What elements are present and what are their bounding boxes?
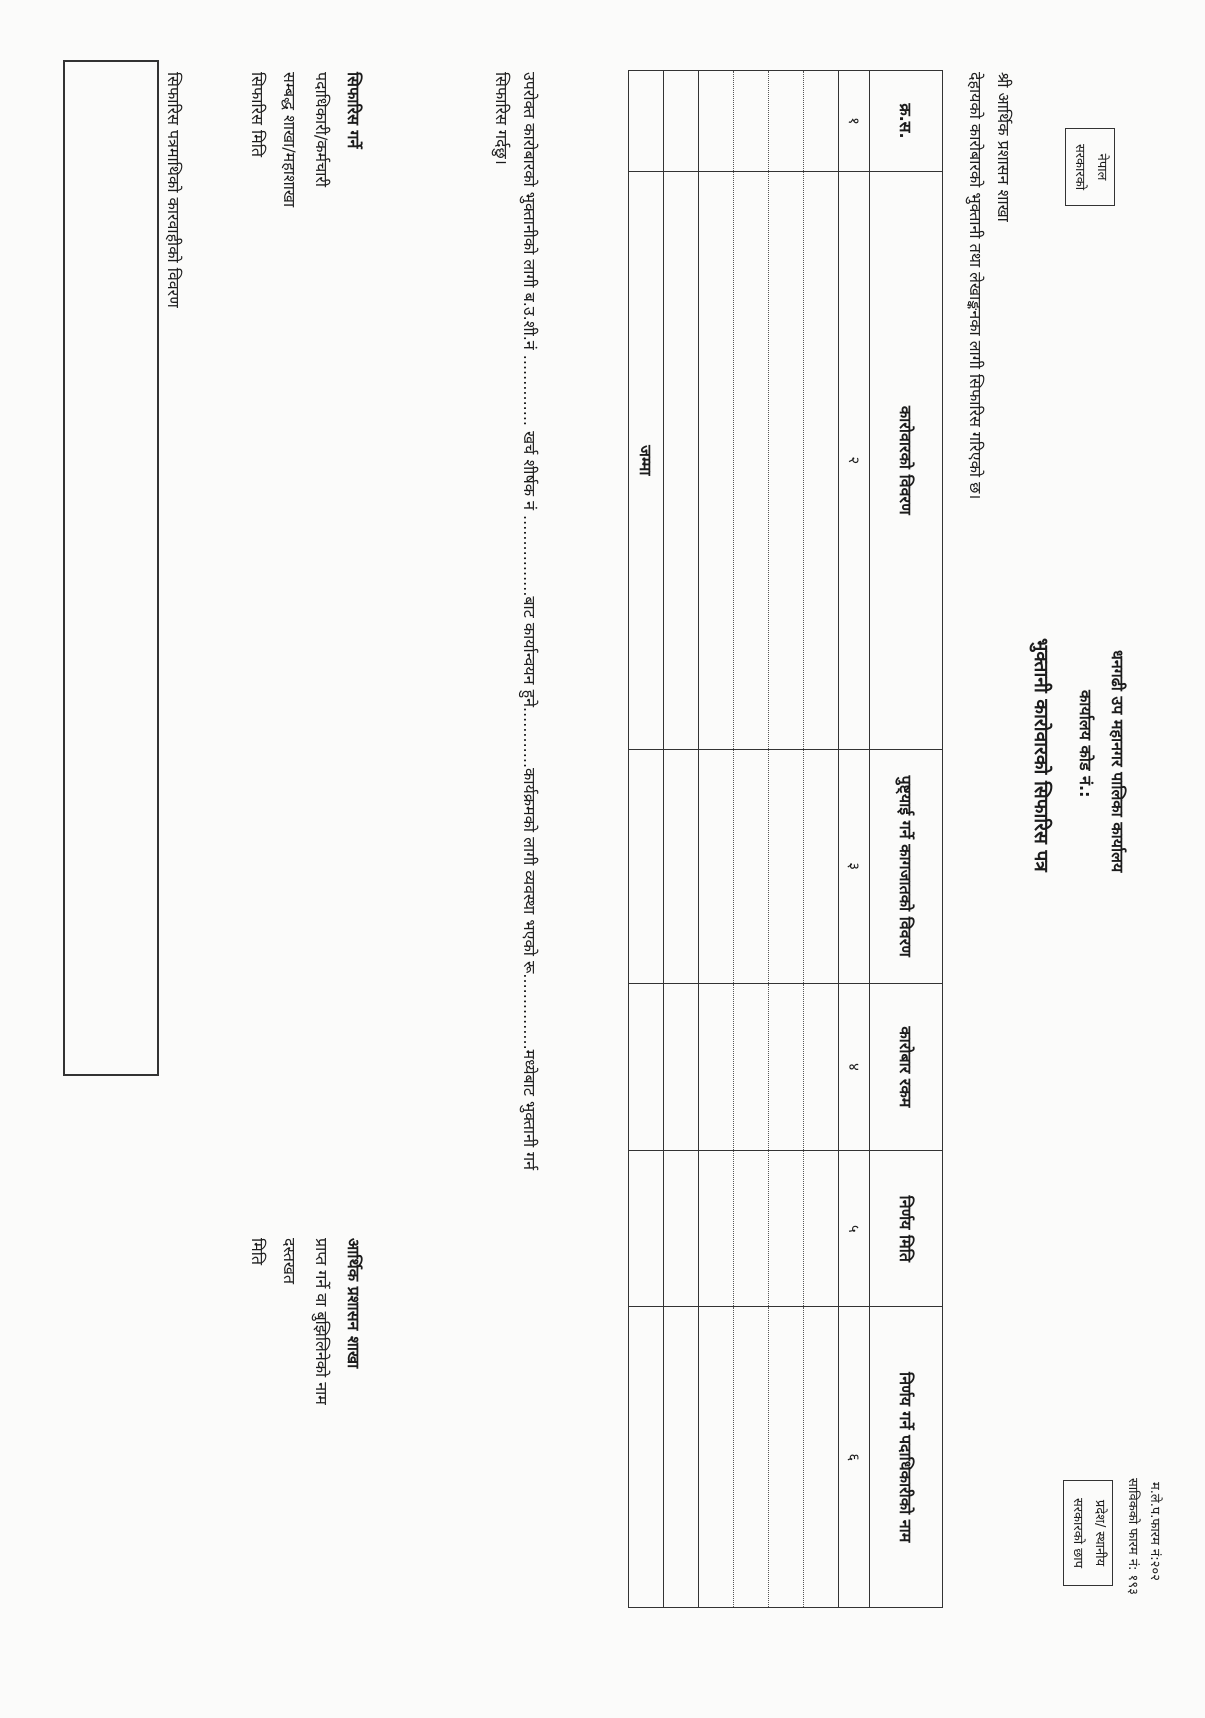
- form-number: म.ले.प.फारम नं:२०२: [1147, 1482, 1162, 1581]
- table-row: [734, 71, 769, 1608]
- table-row: [699, 71, 734, 1608]
- column-number-row: [839, 71, 870, 1608]
- page-title: भुक्तानी कारोवारको सिफारिस पत्र: [1030, 638, 1052, 872]
- table-total-row: [629, 71, 664, 1608]
- column-number: १: [839, 71, 870, 172]
- column-number: ३: [839, 749, 870, 983]
- column-header: कारोबार रकम: [870, 983, 943, 1150]
- transactions-table: [628, 70, 943, 1608]
- stamp-provincial-local: [1063, 1480, 1113, 1586]
- old-form-number: साविकको फारम नं: १९३: [1125, 1478, 1140, 1595]
- office-name: धनगढी उप महानगर पालिका कार्यालय: [1108, 650, 1127, 873]
- column-header: पुष्ट्याई गर्ने कागजातको विवरण: [870, 749, 943, 983]
- action-details-box: [63, 60, 159, 1076]
- column-number: ५: [839, 1151, 870, 1307]
- stamp-nepal-government: [1065, 128, 1115, 206]
- recommendation-statement: उपरोक्त कारोबारको भुक्तानीको लागी ब.उ.शी.नं .............. खर्च शीर्षक नं ................बाट कार्यान्वयन हुने............कार्यक्रमको लागी व्यवस्था भएको रू...............मध्येबाट भुक्तानी गर्न: [520, 72, 539, 1171]
- action-details-label: सिफारिस पत्रमाथिको कारवाहीको विवरण: [164, 72, 183, 308]
- column-header: निर्णय गर्ने पदाधिकारीको नाम: [870, 1307, 943, 1608]
- total-label: जम्मा: [629, 171, 664, 749]
- addressee: श्री आर्थिक प्रशासन शाखा: [994, 72, 1013, 222]
- finance-receiver-name: प्राप्त गर्ने वा बुझिलिनेको नाम: [312, 1238, 331, 1405]
- column-number: ४: [839, 983, 870, 1150]
- recommender-date: सिफारिस मिति: [248, 72, 267, 158]
- table-header-row: [870, 71, 943, 1608]
- intro-text: देहायको कारोबारको भुक्तानी तथा लेखाङ्कनका लागी सिफारिस गरिएको छ।: [966, 72, 985, 500]
- recommendation-statement-end: सिफारिस गर्दछु।: [492, 72, 511, 165]
- column-header: कारोवारको विवरण: [870, 171, 943, 749]
- office-code: कार्यालय कोड नं.:: [1076, 690, 1095, 798]
- table-row: [769, 71, 804, 1608]
- finance-heading: आर्थिक प्रशासन शाखा: [344, 1238, 363, 1369]
- table-row: [664, 71, 699, 1608]
- recommender-heading: सिफारिस गर्ने: [344, 72, 363, 149]
- finance-date: मिति: [248, 1238, 267, 1265]
- recommender-official: पदाधिकारी/कर्मचारी: [312, 72, 331, 188]
- stamp-line: नेपाल: [1094, 153, 1109, 181]
- column-number: ६: [839, 1307, 870, 1608]
- column-header: क्र.स.: [870, 71, 943, 172]
- column-number: २: [839, 171, 870, 749]
- finance-signature: दस्तखत: [280, 1238, 299, 1285]
- stamp-line: प्रदेश/ स्थानीय: [1092, 1499, 1107, 1567]
- stamp-line: सरकारको: [1072, 143, 1087, 191]
- recommender-branch: सम्बद्ध शाखा/महाशाखा: [280, 72, 299, 208]
- column-header: निर्णय मिति: [870, 1151, 943, 1307]
- stamp-line: सरकारको छाप: [1070, 1497, 1085, 1569]
- table-row: [804, 71, 839, 1608]
